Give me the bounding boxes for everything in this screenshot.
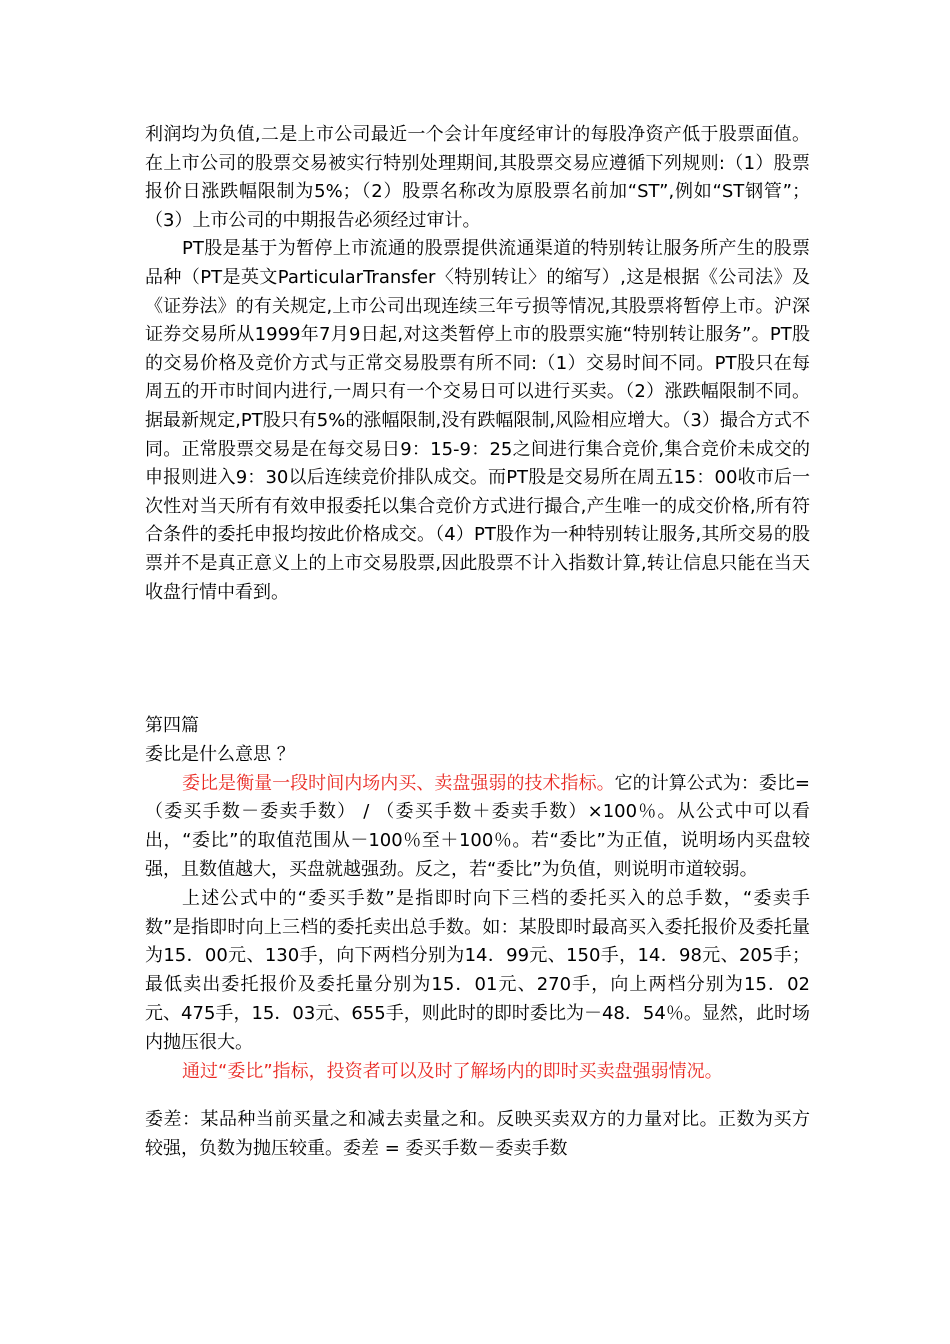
section-question: 委比是什么意思 ？	[145, 743, 295, 765]
section-heading: 第四篇	[145, 715, 199, 736]
paragraph-weibi-definition	[145, 770, 810, 885]
paragraph-weicha: 委差：某品种当前买量之和减去卖量之和。反映买卖双方的力量对比。正数为买方较强，负数为抛压较重。委差 = 委买手数－委卖手数	[145, 1109, 810, 1160]
formula-text: 它的计算公式为：委比=（委买手数－委卖手数） / （委买手数＋委卖手数）×100％。从公式中可以看出，“委比”的取值范围从－100％至＋100％。若“委比”为正值，说明场内买盘较强，且数值越大，买盘就越强劲。反之，若“委比”为负值，则说明市道较弱。	[145, 772, 810, 880]
section-weibi	[145, 712, 810, 1164]
paragraph-pt-shares: PT股是基于为暂停上市流通的股票提供流通渠道的特别转让服务所产生的股票品种（PT是英文ParticularTransfer〈特别转让〉的缩写）,这是根据《公司法》及《证券法》的有关规定,上市公司出现连续三年亏损等情况,其股票将暂停上市。沪深证券交易所从1999年7月9日起,对这类暂停上市的股票实施“特别转让服务”。PT股的交易价格及竞价方式与正常交易股票有所不同:（1）交易时间不同。PT股只在每周五的开市时间内进行,一周只有一个交易日可以进行买卖。（2）涨跌幅限制不同。据最新规定,PT股只有5%的涨幅限制,没有跌幅限制,风险相应增大。（3）撮合方式不同。正常股票交易是在每交易日9：15-9：25之间进行集合竞价,集合竞价未成交的申报则进入9：30以后连续竞价排队成交。而PT股是交易所在周五15：00收市后一次性对当天所有有效申报委托以集合竞价方式进行撮合,产生唯一的成交价格,所有符合条件的委托申报均按此价格成交。（4）PT股作为一种特别转让服务,其所交易的股票并不是真正意义上的上市交易股票,因此股票不计入指数计算,转让信息只能在当天收盘行情中看到。	[145, 238, 810, 603]
paragraph-weibi-summary: 通过“委比”指标，投资者可以及时了解场内的即时买卖盘强弱情况。	[182, 1060, 723, 1082]
highlight-definition: 委比是衡量一段时间内场内买、卖盘强弱的技术指标。	[182, 772, 615, 794]
section-st-pt	[145, 121, 810, 607]
paragraph-st-rules: 利润均为负值,二是上市公司最近一个会计年度经审计的每股净资产低于股票面值。在上市公司的股票交易被实行特别处理期间,其股票交易应遵循下列规则:（1）股票报价日涨跌幅限制为5%；（2）股票名称改为原股票名前加“ST”,例如“ST钢管”；（3）上市公司的中期报告必须经过审计。	[145, 124, 810, 231]
paragraph-weibi-example: 上述公式中的“委买手数”是指即时向下三档的委托买入的总手数，“委卖手数”是指即时向上三档的委托卖出总手数。如：某股即时最高买入委托报价及委托量为15．00元、130手，向下两档分别为14．99元、150手，14．98元、205手；最低卖出委托报价及委托量分别为15．01元、270手，向上两档分别为15．02元、475手，15．03元、655手，则此时的即时委比为－48．54％。显然，此时场内抛压很大。	[145, 887, 810, 1053]
